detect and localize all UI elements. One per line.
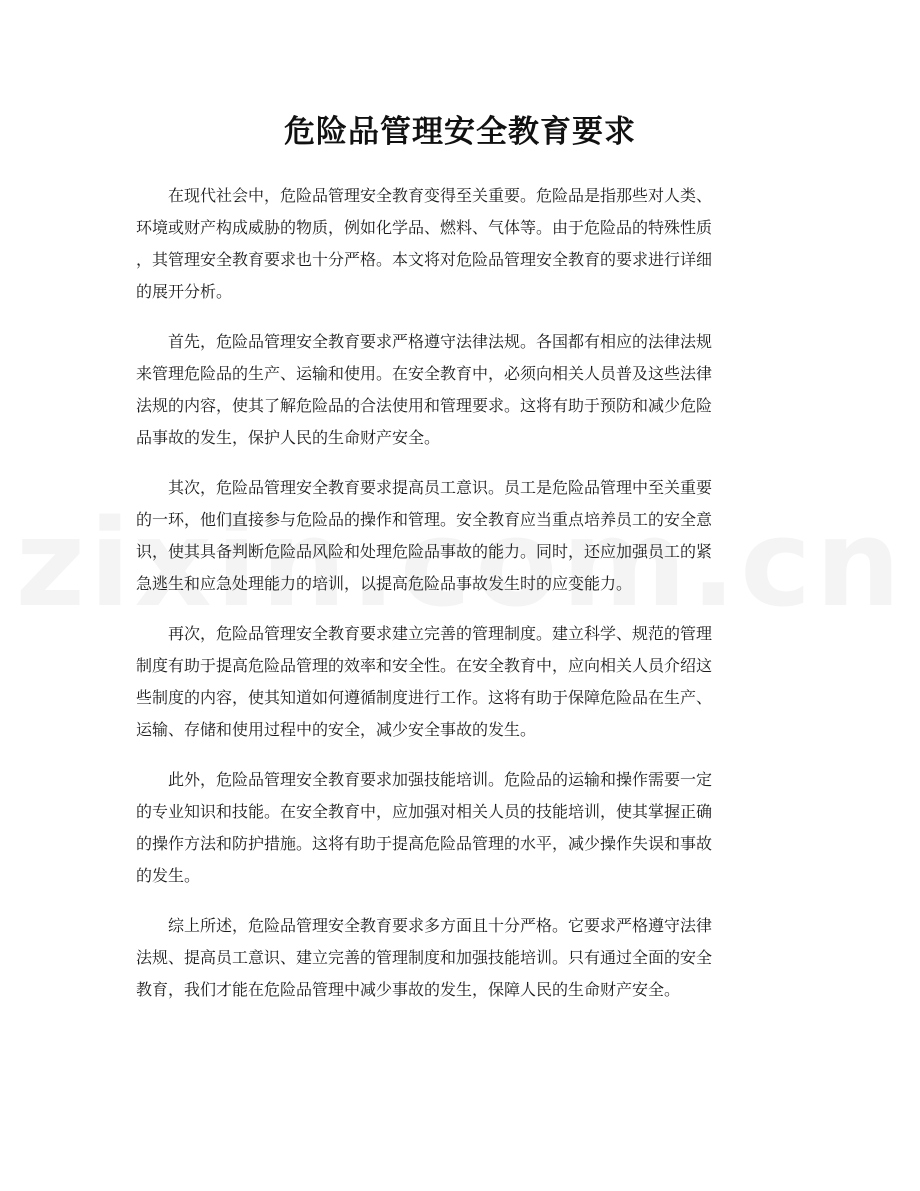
paragraph-line: 运输、存储和使用过程中的安全，减少安全事故的发生。 — [136, 720, 537, 739]
paragraph-line: 此外，危险品管理安全教育要求加强技能培训。危险品的运输和操作需要一定 — [136, 770, 713, 789]
paragraph-line: 急逃生和应急处理能力的培训，以提高危险品事故发生时的应变能力。 — [136, 574, 633, 593]
paragraph-line: 综上所述，危险品管理安全教育要求多方面且十分严格。它要求严格遵守法律 — [136, 916, 713, 935]
paragraph-line: 在现代社会中，危险品管理安全教育变得至关重要。危险品是指那些对人类、 — [136, 186, 713, 205]
paragraph-line: 环境或财产构成威胁的物质，例如化学品、燃料、气体等。由于危险品的特殊性质 — [136, 218, 713, 237]
body-paragraph — [136, 472, 786, 600]
body-paragraph — [136, 180, 786, 308]
paragraph-line: 制度有助于提高危险品管理的效率和安全性。在安全教育中，应向相关人员介绍这 — [136, 656, 713, 675]
paragraph-line: ，其管理安全教育要求也十分严格。本文将对危险品管理安全教育的要求进行详细 — [136, 250, 713, 269]
body-paragraph — [136, 326, 786, 454]
document-body — [136, 180, 786, 1024]
body-paragraph — [136, 764, 786, 892]
paragraph-line: 的一环，他们直接参与危险品的操作和管理。安全教育应当重点培养员工的安全意 — [136, 510, 713, 529]
paragraph-line: 教育，我们才能在危险品管理中减少事故的发生，保障人民的生命财产安全。 — [136, 980, 681, 999]
paragraph-line: 品事故的发生，保护人民的生命财产安全。 — [136, 428, 441, 447]
paragraph-line: 的专业知识和技能。在安全教育中，应加强对相关人员的技能培训，使其掌握正确 — [136, 802, 713, 821]
paragraph-line: 来管理危险品的生产、运输和使用。在安全教育中，必须向相关人员普及这些法律 — [136, 364, 713, 383]
paragraph-line: 些制度的内容，使其知道如何遵循制度进行工作。这将有助于保障危险品在生产、 — [136, 688, 713, 707]
paragraph-line: 其次，危险品管理安全教育要求提高员工意识。员工是危险品管理中至关重要 — [136, 478, 713, 497]
document-title: 危险品管理安全教育要求 — [284, 114, 636, 150]
paragraph-line: 的发生。 — [136, 866, 201, 885]
paragraph-line: 再次，危险品管理安全教育要求建立完善的管理制度。建立科学、规范的管理 — [136, 624, 713, 643]
paragraph-line: 法规、提高员工意识、建立完善的管理制度和加强技能培训。只有通过全面的安全 — [136, 948, 713, 967]
paragraph-line: 的展开分析。 — [136, 282, 233, 301]
paragraph-line: 识，使其具备判断危险品风险和处理危险品事故的能力。同时，还应加强员工的紧 — [136, 542, 713, 561]
paragraph-line: 的操作方法和防护措施。这将有助于提高危险品管理的水平，减少操作失误和事故 — [136, 834, 713, 853]
body-paragraph — [136, 618, 786, 746]
body-paragraph — [136, 910, 786, 1006]
paragraph-line: 首先，危险品管理安全教育要求严格遵守法律法规。各国都有相应的法律法规 — [136, 332, 713, 351]
paragraph-line: 法规的内容，使其了解危险品的合法使用和管理要求。这将有助于预防和减少危险 — [136, 396, 713, 415]
